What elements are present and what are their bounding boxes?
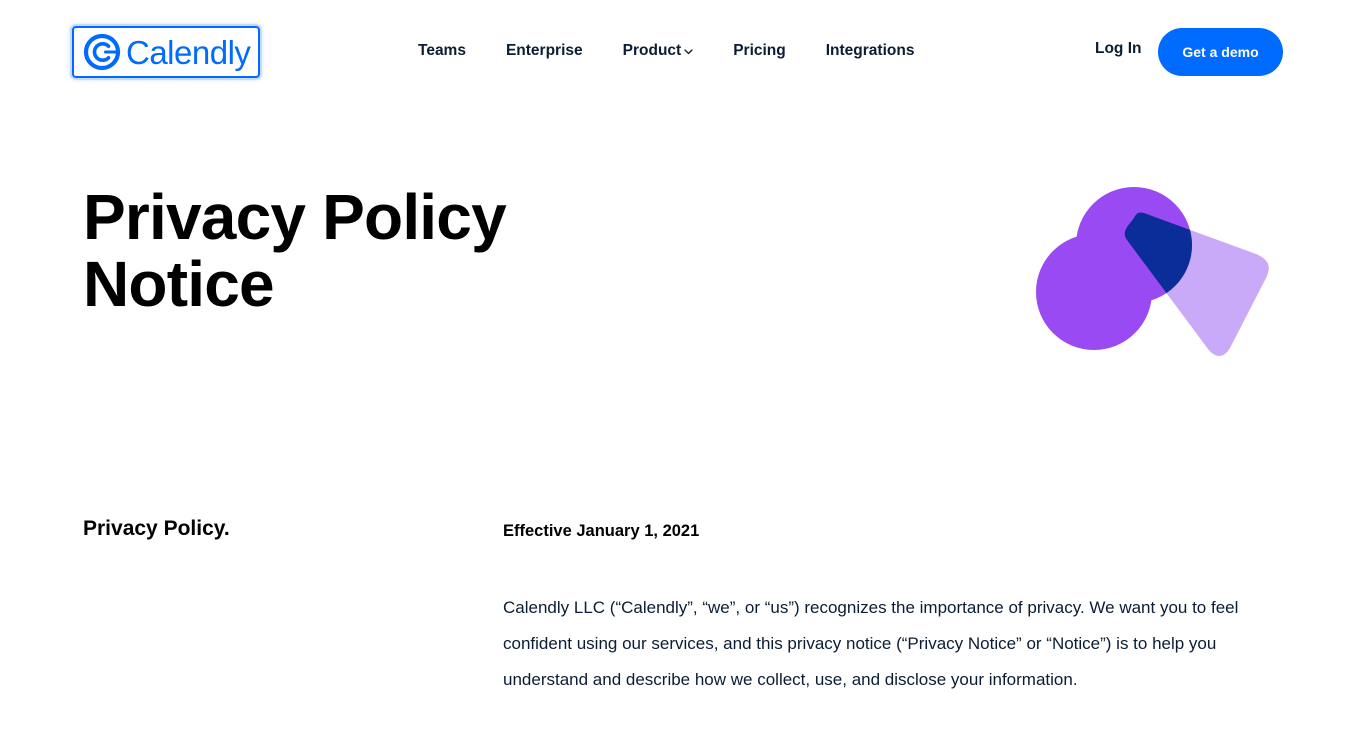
nav-item-label: Pricing	[733, 42, 786, 59]
nav-item-product[interactable]	[623, 42, 694, 60]
abstract-shapes-illustration	[1030, 182, 1280, 362]
page-title-line2: Notice	[83, 248, 274, 320]
site-header	[0, 0, 1366, 104]
get-demo-button[interactable]: Get a demo	[1158, 28, 1283, 76]
intro-paragraph: Calendly LLC (“Calendly”, “we”, or “us”) recognizes the importance of privacy. We want you to feel confident using our services, and this privacy notice (“Privacy Notice” or “Notice”) is to help you understand and describe how we collect, use, and disclose your information.	[503, 598, 1239, 689]
logo-wordmark: Calendly	[126, 34, 251, 71]
page-title-line1: Privacy Policy	[83, 181, 506, 253]
nav-item-label: Product	[622, 42, 682, 59]
calendly-logo-icon	[83, 33, 121, 71]
nav-item-enterprise[interactable]	[506, 42, 583, 60]
main-nav	[418, 40, 914, 62]
nav-item-label: Integrations	[825, 42, 915, 59]
login-link[interactable]: Log In	[1095, 40, 1142, 57]
nav-item-integrations[interactable]	[826, 42, 915, 60]
nav-item-pricing[interactable]	[733, 42, 786, 60]
effective-date: Effective January 1, 2021	[503, 522, 700, 540]
nav-item-teams[interactable]	[418, 42, 466, 60]
calendly-logo-link[interactable]	[72, 26, 260, 78]
page-title	[83, 181, 643, 320]
nav-item-label: Enterprise	[505, 42, 583, 59]
chevron-down-icon	[684, 49, 693, 55]
section-heading: Privacy Policy.	[83, 517, 230, 540]
nav-item-label: Teams	[418, 42, 466, 59]
